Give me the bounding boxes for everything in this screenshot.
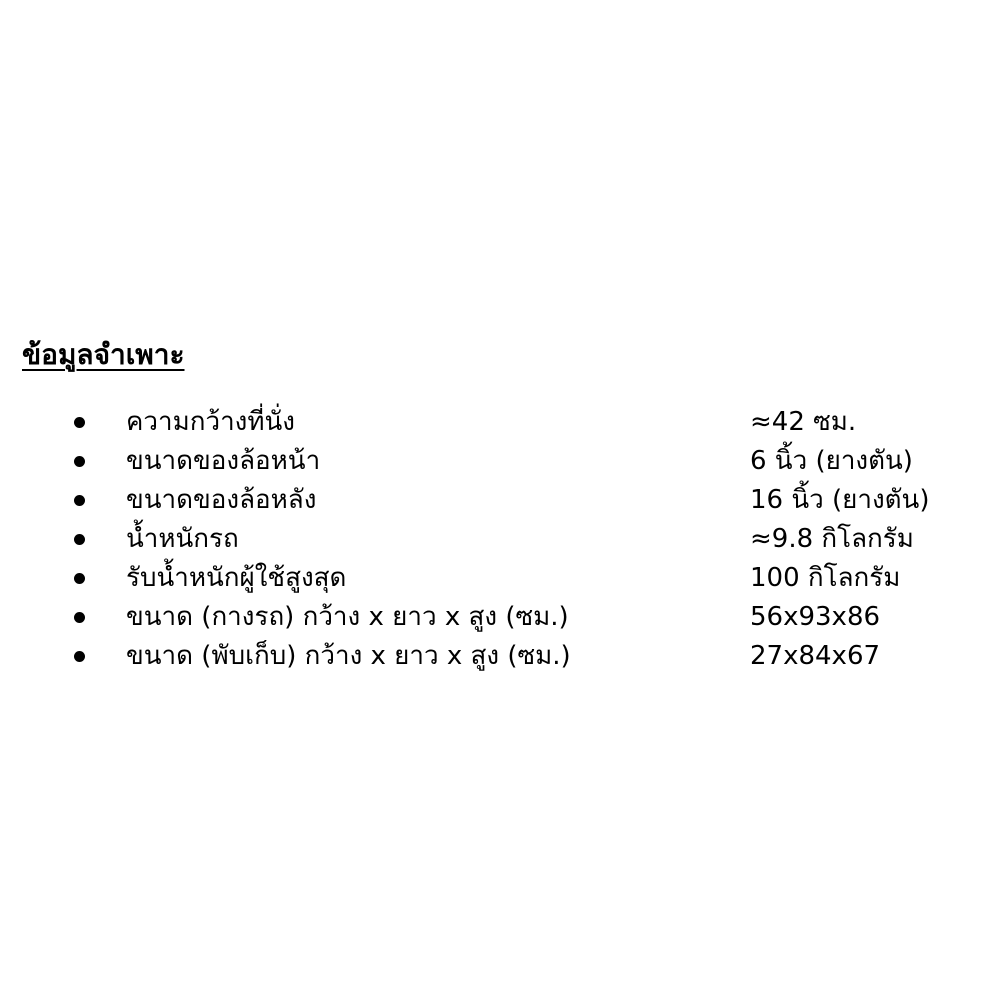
spec-row-seat-width bbox=[22, 403, 982, 442]
spec-value: 16 นิ้ว (ยางตัน) bbox=[750, 485, 930, 515]
bullet-icon bbox=[74, 573, 85, 584]
spec-label: ขนาด (กางรถ) กว้าง x ยาว x สูง (ซม.) bbox=[126, 602, 569, 632]
bullet-icon bbox=[74, 417, 85, 428]
spec-value: 56x93x86 bbox=[750, 602, 881, 632]
bullet-icon bbox=[74, 612, 85, 623]
spec-value: 27x84x67 bbox=[750, 641, 881, 671]
spec-row-max-load bbox=[22, 559, 982, 598]
spec-value: 100 กิโลกรัม bbox=[750, 563, 901, 593]
spec-label: รับน้ำหนักผู้ใช้สูงสุด bbox=[126, 563, 347, 593]
section-title: ข้อมูลจำเพาะ bbox=[22, 338, 185, 371]
spec-row-rear-wheel bbox=[22, 481, 982, 520]
spec-label: ขนาด (พับเก็บ) กว้าง x ยาว x สูง (ซม.) bbox=[126, 641, 571, 671]
spec-row-front-wheel bbox=[22, 442, 982, 481]
spec-label: น้ำหนักรถ bbox=[126, 524, 239, 554]
spec-row-unfolded-size bbox=[22, 598, 982, 637]
spec-list bbox=[22, 403, 982, 676]
spec-value: ≈9.8 กิโลกรัม bbox=[750, 524, 914, 554]
spec-label: ขนาดของล้อหน้า bbox=[126, 446, 321, 476]
spec-label: ความกว้างที่นั่ง bbox=[126, 407, 295, 437]
spec-value: 6 นิ้ว (ยางตัน) bbox=[750, 446, 913, 476]
bullet-icon bbox=[74, 456, 85, 467]
spec-value: ≈42 ซม. bbox=[750, 407, 857, 437]
bullet-icon bbox=[74, 495, 85, 506]
bullet-icon bbox=[74, 534, 85, 545]
specification-section bbox=[22, 335, 982, 671]
spec-row-weight bbox=[22, 520, 982, 559]
spec-label: ขนาดของล้อหลัง bbox=[126, 485, 317, 515]
bullet-icon bbox=[74, 651, 85, 662]
spec-row-folded-size bbox=[22, 637, 982, 676]
